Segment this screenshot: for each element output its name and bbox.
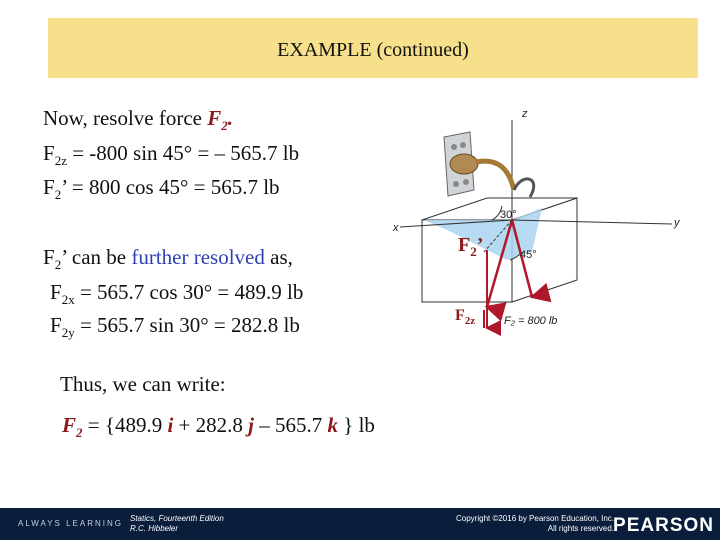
- copyright-text: Copyright ©2016 by Pearson Education, Inc.: [456, 514, 614, 523]
- symbol: F: [455, 307, 465, 324]
- subscript: 2z: [54, 153, 67, 168]
- subscript: 2x: [61, 292, 75, 307]
- rights-text: All rights reserved.: [547, 524, 614, 533]
- text-line-resolve: [43, 106, 234, 133]
- rope: [476, 161, 514, 190]
- subscript: 2y: [61, 325, 75, 340]
- z-axis-label: z: [522, 108, 528, 120]
- subscript: 2: [54, 257, 62, 272]
- force-subscript: 2: [76, 425, 83, 440]
- text-line-f2x: [50, 280, 304, 307]
- period: .: [227, 106, 234, 130]
- text-line-f2prime: [43, 175, 280, 202]
- force-symbol: F: [62, 413, 77, 437]
- equation: = 565.7 cos 30° = 489.9 lb: [74, 280, 304, 304]
- force-diagram: [392, 102, 692, 342]
- symbol: F: [43, 141, 55, 165]
- text: can be: [66, 245, 132, 269]
- subscript: 2z: [464, 315, 476, 327]
- angle-30-label: 30°: [500, 209, 517, 221]
- page-title: EXAMPLE (continued): [277, 39, 469, 61]
- book-title: Statics, Fourteenth Edition: [130, 514, 224, 523]
- f2-prime-label: [458, 234, 483, 257]
- equation: = 565.7 sin 30° = 282.8 lb: [74, 313, 300, 337]
- symbol: F: [50, 280, 62, 304]
- footer-bar: [0, 508, 720, 540]
- symbol: F: [43, 175, 55, 199]
- unit-vector-j: j: [248, 413, 254, 437]
- x-axis-label: x: [393, 222, 399, 234]
- highlight-text: further resolved: [131, 245, 265, 269]
- force-diagram-drawing: [392, 102, 692, 342]
- unit-vector-i: i: [167, 413, 174, 437]
- text-line-f2z: [43, 141, 300, 168]
- text: as,: [264, 245, 293, 269]
- text-line-thus: Thus, we can write:: [60, 372, 226, 396]
- angle-45-label: 45°: [520, 249, 537, 261]
- force-symbol: F: [207, 106, 222, 130]
- prime: ’: [61, 175, 67, 199]
- symbol: F: [458, 234, 471, 256]
- title-bar: [48, 18, 698, 78]
- subscript: 2: [54, 187, 62, 202]
- f2z-label: [455, 307, 475, 325]
- text: – 565.7: [253, 413, 328, 437]
- book-author: R.C. Hibbeler: [130, 524, 179, 533]
- text-line-f2y: [50, 313, 300, 340]
- text: = {489.9: [82, 413, 168, 437]
- subscript: 2: [470, 244, 477, 259]
- bolt: [463, 179, 469, 185]
- equation: = -800 sin 45° = – 565.7 lb: [66, 141, 300, 165]
- bolt: [460, 142, 466, 148]
- prime: ’: [61, 245, 67, 269]
- bolt: [451, 144, 457, 150]
- copyright-info: [456, 514, 614, 534]
- brand-tagline: ALWAYS LEARNING: [18, 519, 123, 528]
- hook: [514, 179, 534, 197]
- symbol: F: [43, 245, 55, 269]
- bolt: [453, 181, 459, 187]
- eye-bolt: [450, 154, 478, 174]
- text: } lb: [337, 413, 375, 437]
- equation: = 800 cos 45° = 565.7 lb: [66, 175, 280, 199]
- unit-vector-k: k: [327, 413, 338, 437]
- text: Now, resolve force: [43, 106, 208, 130]
- text-line-vector: [62, 413, 375, 440]
- prime: ’: [476, 234, 484, 256]
- book-info: [130, 514, 224, 534]
- pearson-logo: PEARSON: [613, 515, 714, 536]
- text: + 282.8: [173, 413, 249, 437]
- y-axis-label: y: [674, 217, 680, 229]
- force-magnitude-label: F₂ = 800 lb: [504, 315, 558, 327]
- symbol: F: [50, 313, 62, 337]
- text-line-further-resolved: [43, 245, 293, 272]
- force-subscript: 2: [221, 118, 228, 133]
